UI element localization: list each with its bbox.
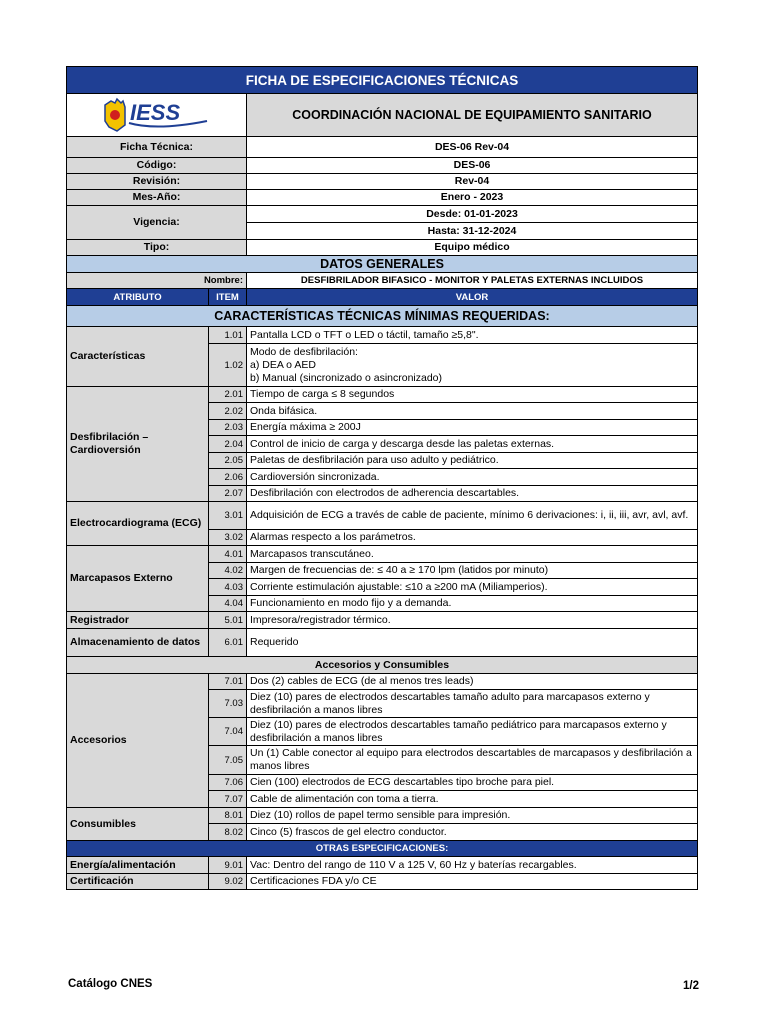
item-value: Dos (2) cables de ECG (de al menos tres leads) — [247, 674, 698, 690]
item-value: Impresora/registrador térmico. — [247, 612, 698, 629]
item-number: 9.02 — [209, 874, 247, 890]
accesorios-title: Accesorios y Consumibles — [67, 657, 698, 674]
nombre-value: DESFIBRILADOR BIFASICO - MONITOR Y PALETAS EXTERNAS INCLUIDOS — [247, 273, 698, 289]
tech-title: CARACTERÍSTICAS TÉCNICAS MÍNIMAS REQUERIDAS: — [67, 306, 698, 327]
spec-table — [66, 66, 698, 890]
item-value: Corriente estimulación ajustable: ≤10 a ≥200 mA (Miliamperios). — [247, 579, 698, 596]
item-number: 8.02 — [209, 824, 247, 841]
item-number: 7.04 — [209, 718, 247, 746]
group-registrador: Registrador — [67, 612, 209, 629]
item-number: 4.03 — [209, 579, 247, 596]
item-value: Control de inicio de carga y descarga desde las paletas externas. — [247, 436, 698, 453]
group-accesorios: Accesorios — [67, 674, 209, 808]
revision-value: Rev-04 — [247, 174, 698, 190]
item-value: Paletas de desfibrilación para uso adulto y pediátrico. — [247, 453, 698, 469]
group-energia: Energía/alimentación — [67, 857, 209, 874]
group-marcapasos: Marcapasos Externo — [67, 546, 209, 612]
item-line: b) Manual (sincronizado o asincronizado) — [250, 371, 443, 384]
item-number: 6.01 — [209, 629, 247, 657]
item-value: Requerido — [247, 629, 698, 657]
mes-value: Enero - 2023 — [247, 190, 698, 206]
item-value: Certificaciones FDA y/o CE — [247, 874, 698, 890]
item-value: Funcionamiento en modo fijo y a demanda. — [247, 596, 698, 612]
tipo-label: Tipo: — [67, 240, 247, 256]
item-number: 3.01 — [209, 502, 247, 530]
item-number: 2.06 — [209, 469, 247, 486]
item-number: 2.01 — [209, 387, 247, 403]
item-value: Margen de frecuencias de: ≤ 40 a ≥ 170 lpm (latidos por minuto) — [247, 563, 698, 579]
item-number: 2.05 — [209, 453, 247, 469]
col-valor: VALOR — [247, 289, 698, 306]
item-line: Modo de desfibrilación: — [250, 345, 358, 358]
item-value: Diez (10) pares de electrodos descartables tamaño adulto para marcapasos externo y desfibrilación a manos libres — [247, 690, 698, 718]
item-value: Diez (10) pares de electrodos descartables tamaño pediátrico para marcapasos externo y desfibrilación a manos libres — [247, 718, 698, 746]
item-number: 5.01 — [209, 612, 247, 629]
item-line: a) DEA o AED — [250, 358, 316, 371]
item-value: Alarmas respecto a los parámetros. — [247, 530, 698, 546]
item-number: 7.07 — [209, 791, 247, 808]
logo-text: IESS — [129, 100, 180, 125]
item-value: Cardioversión sincronizada. — [247, 469, 698, 486]
org-name: COORDINACIÓN NACIONAL DE EQUIPAMIENTO SANITARIO — [247, 94, 698, 137]
group-almacenamiento: Almacenamiento de datos — [67, 629, 209, 657]
item-number: 4.04 — [209, 596, 247, 612]
codigo-value: DES-06 — [247, 158, 698, 174]
item-number: 7.05 — [209, 746, 247, 775]
footer-catalog: Catálogo CNES — [68, 978, 153, 990]
otras-title: OTRAS ESPECIFICACIONES: — [67, 841, 698, 857]
item-number: 7.03 — [209, 690, 247, 718]
item-number: 8.01 — [209, 808, 247, 824]
logo-cell — [67, 94, 247, 137]
item-value: Energía máxima ≥ 200J — [247, 420, 698, 436]
col-item: ITEM — [209, 289, 247, 306]
group-ecg: Electrocardiograma (ECG) — [67, 502, 209, 546]
item-number: 4.01 — [209, 546, 247, 563]
item-value-multiline — [247, 344, 698, 387]
codigo-label: Código: — [67, 158, 247, 174]
datos-generales-title: DATOS GENERALES — [67, 256, 698, 273]
item-value: Pantalla LCD o TFT o LED o táctil, tamaño ≥5,8". — [247, 327, 698, 344]
col-atributo: ATRIBUTO — [67, 289, 209, 306]
item-number: 7.01 — [209, 674, 247, 690]
group-desfibrilacion: Desfibrilación – Cardioversión — [67, 387, 209, 502]
item-number: 4.02 — [209, 563, 247, 579]
item-number: 9.01 — [209, 857, 247, 874]
item-number: 2.03 — [209, 420, 247, 436]
item-number: 3.02 — [209, 530, 247, 546]
ficha-label: Ficha Técnica: — [67, 137, 247, 158]
item-value: Cinco (5) frascos de gel electro conductor. — [247, 824, 698, 841]
tipo-value: Equipo médico — [247, 240, 698, 256]
iess-logo-icon — [97, 95, 217, 135]
item-number: 1.01 — [209, 327, 247, 344]
mes-label: Mes-Año: — [67, 190, 247, 206]
item-value: Cien (100) electrodos de ECG descartables tipo broche para piel. — [247, 775, 698, 791]
vigencia-desde: Desde: 01-01-2023 — [247, 206, 698, 223]
revision-label: Revisión: — [67, 174, 247, 190]
nombre-label: Nombre: — [67, 273, 247, 289]
item-value: Adquisición de ECG a través de cable de paciente, mínimo 6 derivaciones: i, ii, iii, avr, avl, avf. — [247, 502, 698, 530]
item-number: 2.07 — [209, 486, 247, 502]
group-certificacion: Certificación — [67, 874, 209, 890]
vigencia-label: Vigencia: — [67, 206, 247, 240]
item-value: Marcapasos transcutáneo. — [247, 546, 698, 563]
item-value: Vac: Dentro del rango de 110 V a 125 V, 60 Hz y baterías recargables. — [247, 857, 698, 874]
item-number: 2.04 — [209, 436, 247, 453]
sheet-title: FICHA DE ESPECIFICACIONES TÉCNICAS — [67, 67, 698, 94]
item-number: 2.02 — [209, 403, 247, 420]
item-value: Diez (10) rollos de papel termo sensible para impresión. — [247, 808, 698, 824]
group-consumibles: Consumibles — [67, 808, 209, 841]
footer-page-number: 1/2 — [683, 980, 699, 992]
group-caracteristicas: Características — [67, 327, 209, 387]
ficha-value: DES-06 Rev-04 — [247, 137, 698, 158]
item-value: Cable de alimentación con toma a tierra. — [247, 791, 698, 808]
item-value: Onda bifásica. — [247, 403, 698, 420]
item-number: 1.02 — [209, 344, 247, 387]
item-value: Desfibrilación con electrodos de adherencia descartables. — [247, 486, 698, 502]
spec-sheet — [66, 66, 697, 890]
item-value: Tiempo de carga ≤ 8 segundos — [247, 387, 698, 403]
vigencia-hasta: Hasta: 31-12-2024 — [247, 223, 698, 240]
item-value: Un (1) Cable conector al equipo para electrodos descartables de marcapasos y desfibrilación a manos libres — [247, 746, 698, 775]
item-number: 7.06 — [209, 775, 247, 791]
